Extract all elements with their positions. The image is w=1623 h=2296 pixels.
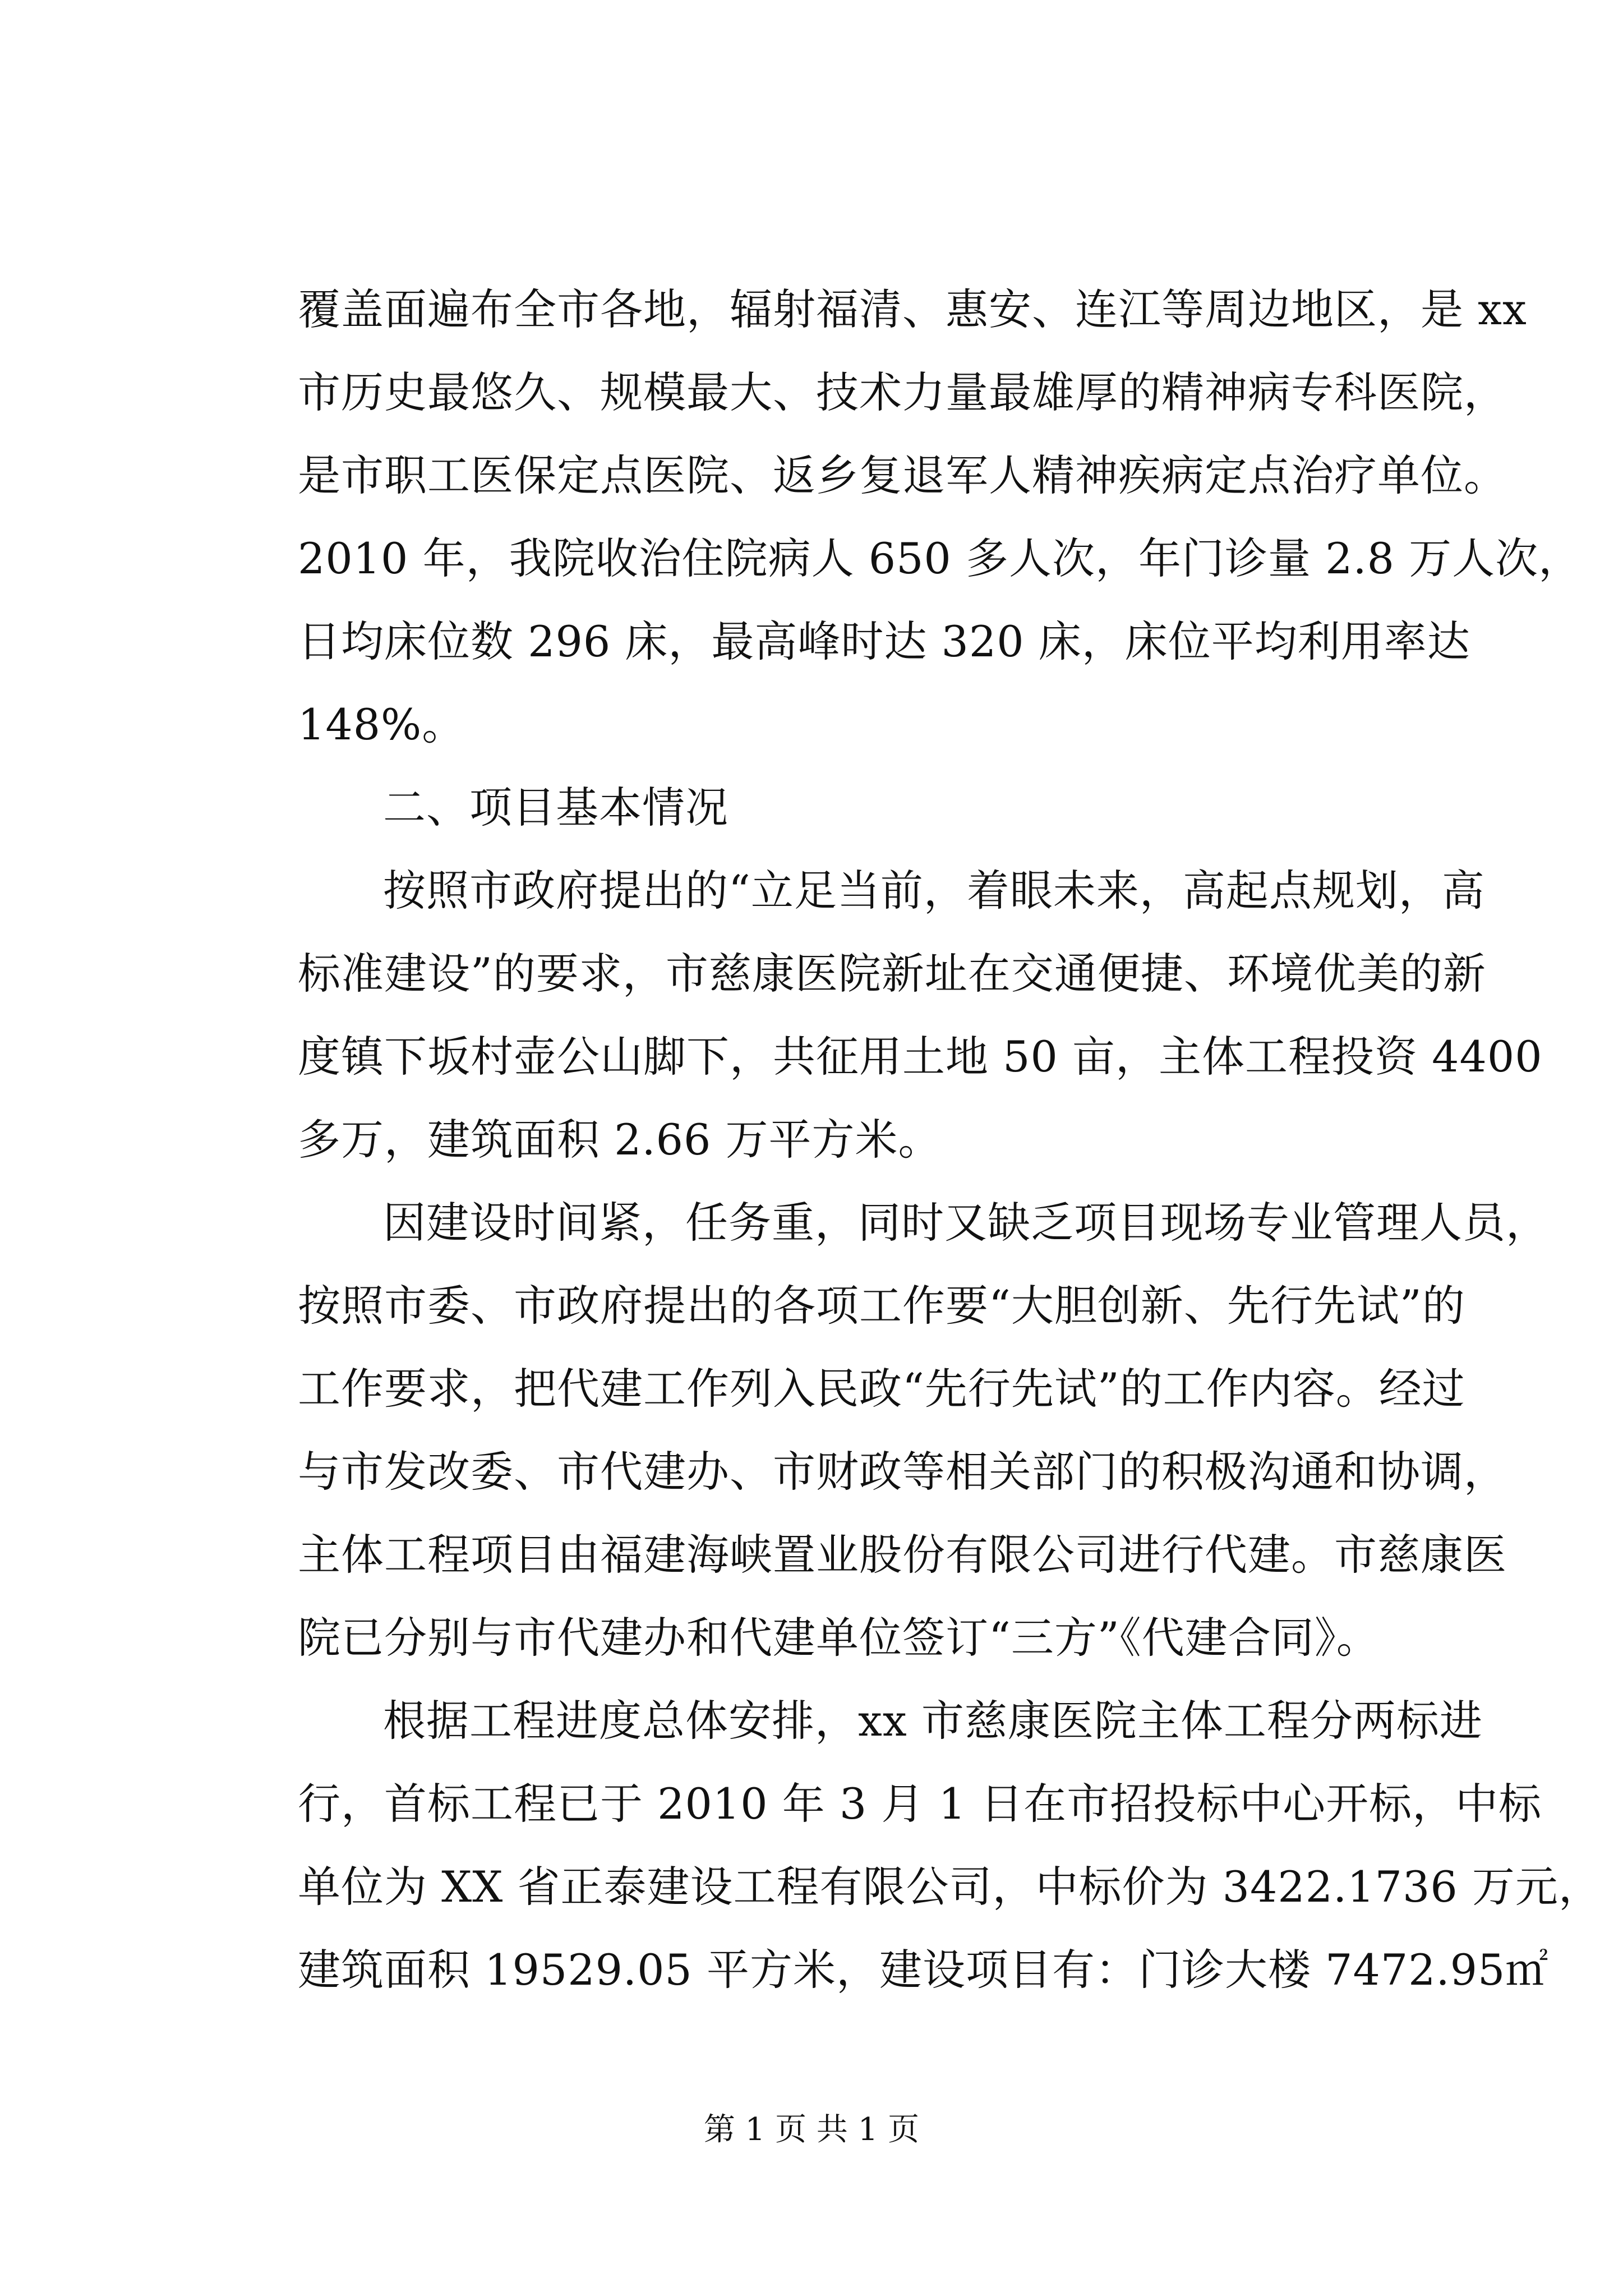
text-line: 工作要求，把代建工作列入民政“先行先试”的工作内容。经过	[298, 1364, 1465, 1414]
paragraph-first-line: 因建设时间紧，任务重，同时又缺乏项目现场专业管理人员，	[383, 1198, 1549, 1248]
text-line: 主体工程项目由福建海峡置业股份有限公司进行代建。市慈康医	[298, 1530, 1507, 1580]
text-line: 日均床位数 296 床，最高峰时达 320 床，床位平均利用率达	[298, 616, 1470, 666]
text-line: 院已分别与市代建办和代建单位签订“三方”《代建合同》。	[298, 1613, 1380, 1663]
page-number-label: 第 1 页 共 1 页	[703, 2111, 920, 2148]
section-heading: 二、项目基本情况	[383, 783, 728, 832]
text-line: 2010 年，我院收治住院病人 650 多人次，年门诊量 2.8 万人次，	[298, 533, 1582, 583]
text-line: 与市发改委、市代建办、市财政等相关部门的积极沟通和协调，	[298, 1447, 1507, 1497]
paragraph-first-line: 根据工程进度总体安排，xx 市慈康医院主体工程分两标进	[383, 1696, 1483, 1746]
text-line: 度镇下坂村壶公山脚下，共征用土地 50 亩，主体工程投资 4400	[298, 1032, 1543, 1082]
text-line: 行，首标工程已于 2010 年 3 月 1 日在市招投标中心开标，中标	[298, 1779, 1542, 1829]
text-line: 是市职工医保定点医院、返乡复退军人精神疾病定点治疗单位。	[298, 450, 1507, 500]
page-footer	[0, 2110, 1623, 2150]
text-line: 市历史最悠久、规模最大、技术力量最雄厚的精神病专科医院，	[298, 367, 1507, 417]
text-line: 按照市委、市政府提出的各项工作要“大胆创新、先行先试”的	[298, 1281, 1465, 1331]
text-line: 多万，建筑面积 2.66 万平方米。	[298, 1115, 942, 1165]
text-line: 建筑面积 19529.05 平方米，建设项目有：门诊大楼 7472.95㎡	[298, 1945, 1549, 1995]
document-body	[298, 268, 1602, 2012]
text-line: 覆盖面遍布全市各地，辐射福清、惠安、连江等周边地区，是 xx	[298, 284, 1527, 334]
paragraph-first-line: 按照市政府提出的“立足当前，着眼未来，高起点规划，高	[383, 866, 1485, 915]
text-line: 148%。	[298, 700, 465, 749]
text-line: 单位为 XX 省正泰建设工程有限公司，中标价为 3422.1736 万元，	[298, 1862, 1602, 1912]
text-line: 标准建设”的要求，市慈康医院新址在交通便捷、环境优美的新	[298, 949, 1486, 999]
